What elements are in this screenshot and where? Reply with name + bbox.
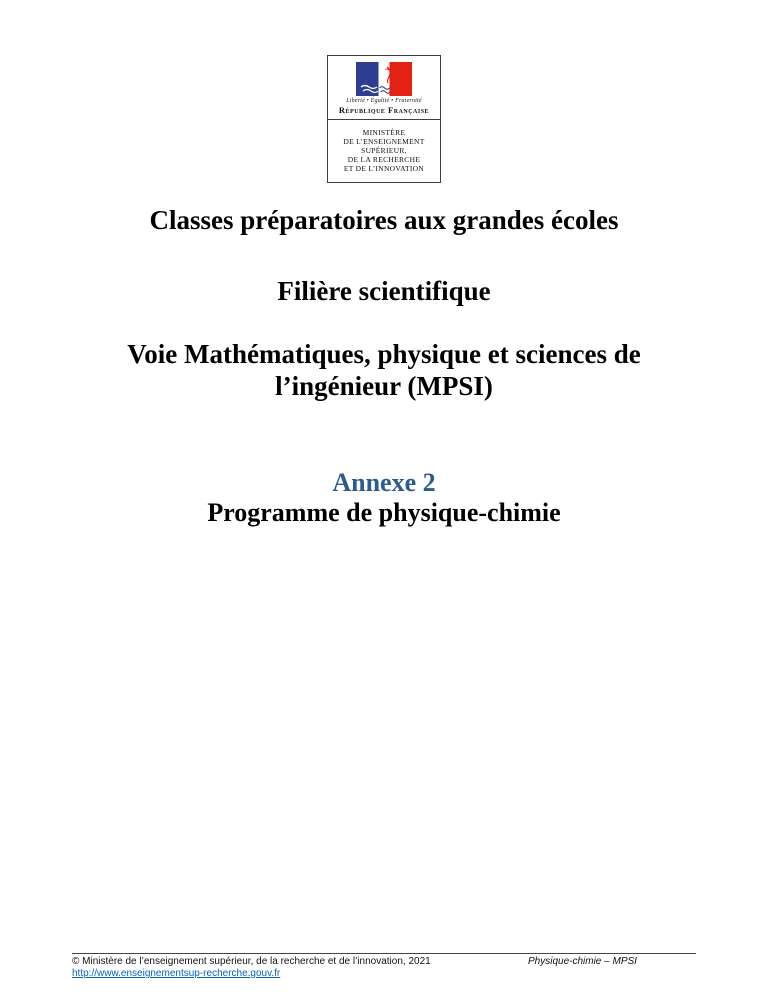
title-voie-line1: Voie Mathématiques, physique et sciences de (127, 339, 641, 369)
republic-motto: Liberté • Égalité • Fraternité (346, 98, 422, 104)
subtitle-programme: Programme de physique-chimie (207, 498, 561, 527)
republic-block (328, 56, 440, 119)
ministry-line: ET DE L’INNOVATION (343, 164, 425, 173)
ministry-name-block (328, 119, 440, 182)
title-filiere: Filière scientifique (277, 276, 491, 306)
annexe-heading: Annexe 2 (332, 468, 436, 497)
title-voie-line2: l’ingénieur (MPSI) (275, 371, 493, 401)
french-flag-marianne-icon (356, 62, 412, 96)
footer-document-label: Physique-chimie – MPSI (528, 956, 637, 967)
ministry-line: SUPÉRIEUR, (361, 146, 407, 155)
footer-url-link[interactable]: http://www.enseignementsup-recherche.gouv.fr (72, 968, 281, 979)
republique-francaise-label: République Française (338, 105, 430, 115)
title-voie (64, 338, 704, 402)
ministry-line: DE LA RECHERCHE (347, 155, 421, 164)
footer-copyright: © Ministère de l’enseignement supérieur, de la recherche et de l’innovation, 2021 (72, 956, 431, 967)
ministry-line: DE L’ENSEIGNEMENT (343, 137, 425, 146)
ministry-logo (327, 55, 441, 183)
ministry-line: MINISTÈRE (362, 128, 406, 137)
title-classes-preparatoires: Classes préparatoires aux grandes écoles (149, 205, 619, 235)
footer-divider (72, 953, 696, 954)
